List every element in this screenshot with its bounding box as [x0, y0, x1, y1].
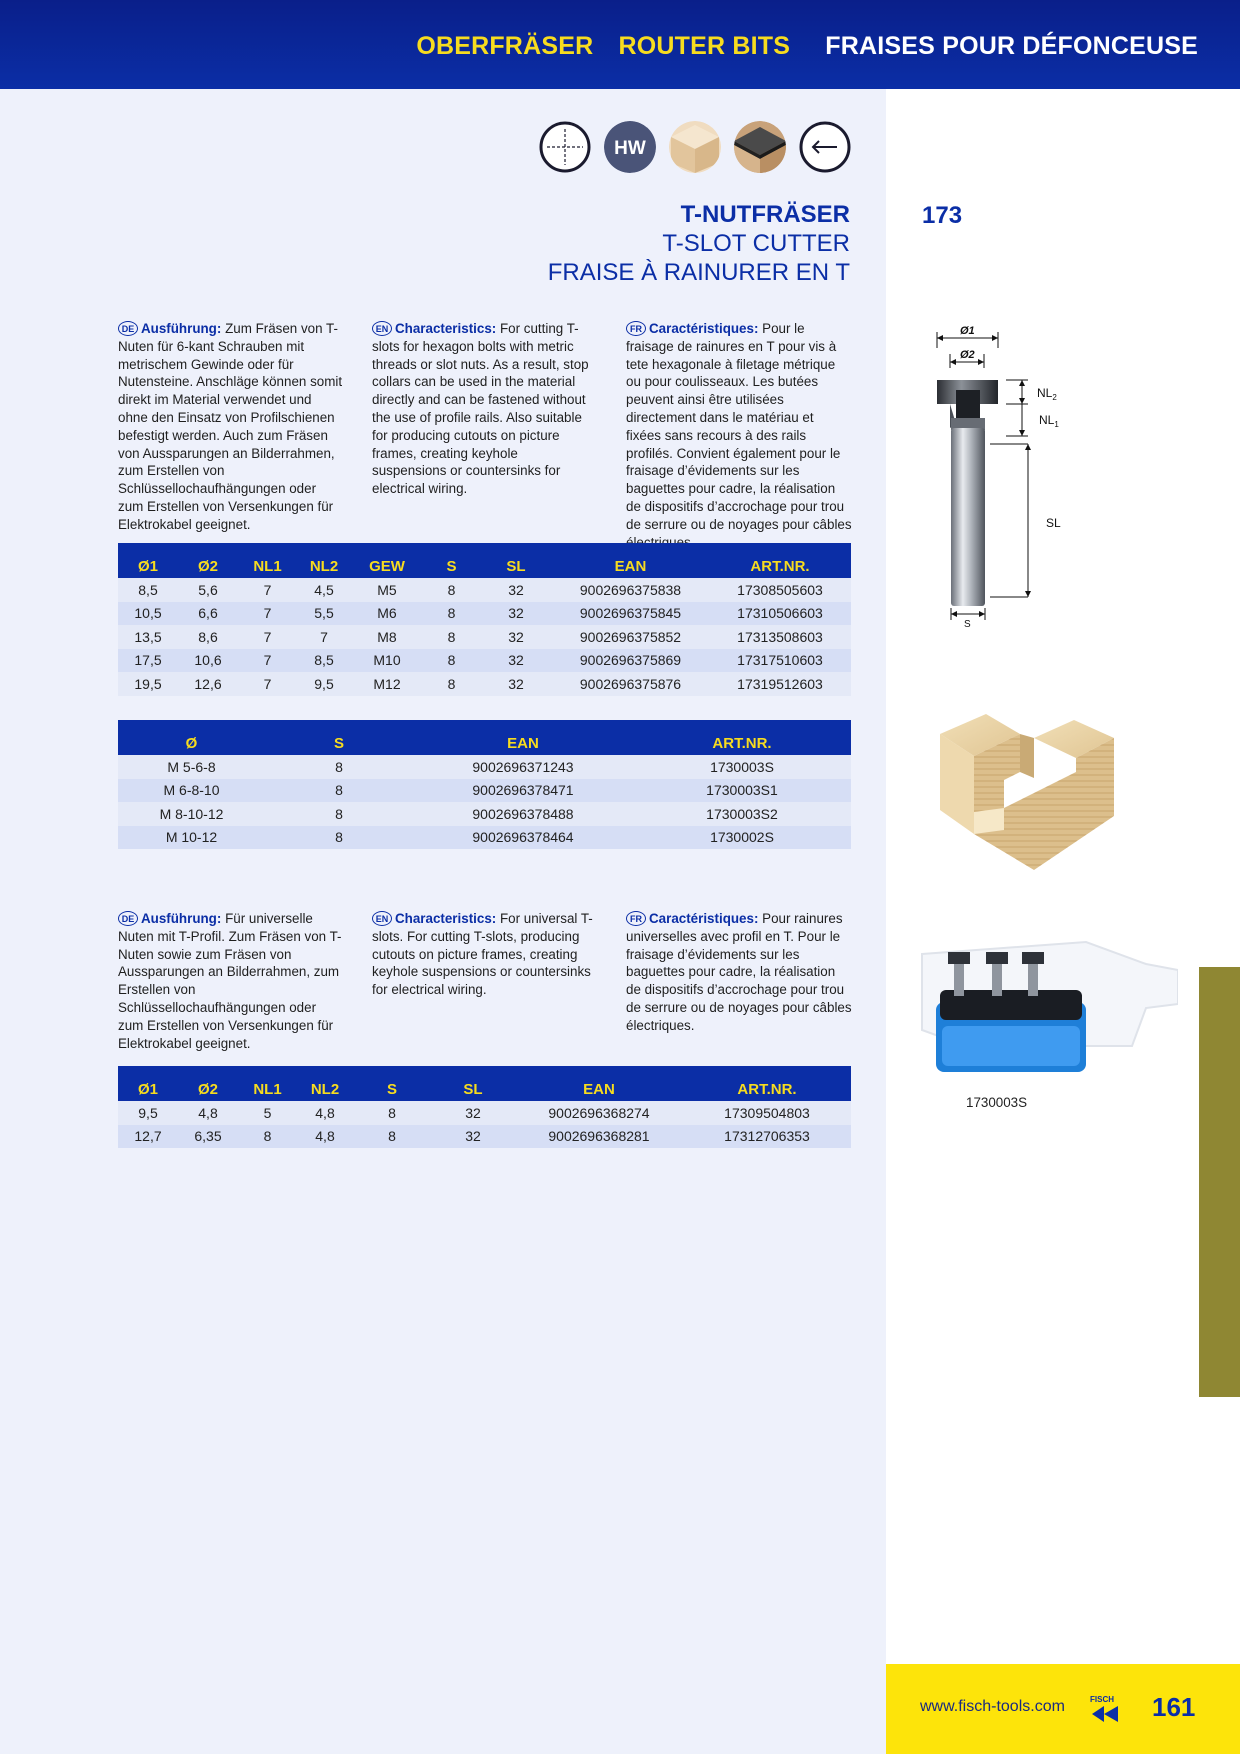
table-header: NL1 [238, 1066, 297, 1101]
product-number: 173 [922, 202, 963, 229]
table-header: EAN [552, 543, 709, 578]
table-header: ART.NR. [633, 720, 851, 755]
table-row [118, 649, 851, 673]
desc1-fr-label: Caractéristiques: [649, 321, 759, 336]
table-cell: 9,5 [297, 672, 351, 696]
cutter-dimension-diagram [920, 318, 1070, 628]
diagram-nl1-text: NL [1039, 413, 1055, 427]
product-title [548, 200, 850, 287]
table-cell: 9002696378471 [413, 779, 633, 803]
table-cell: 17317510603 [709, 649, 851, 673]
table-cell: 1730003S [633, 755, 851, 779]
table-cell: 8 [265, 779, 413, 803]
table-cell: 12,7 [118, 1125, 178, 1149]
table-header-row [118, 1066, 851, 1101]
desc1-de-label: Ausführung: [141, 321, 222, 336]
table-header: SL [431, 1066, 515, 1101]
table-cell: 6,6 [178, 602, 238, 626]
desc1-en-text: For cutting T-slots for hexagon bolts with metric threads or slot nuts. As a result, stop collars can be used in the material directly and can be fastened without the use of profile rails. Also suitable for producing cutouts on picture frames, creating keyhole suspensions or countersinks for electrical wiring. [372, 321, 589, 497]
diagram-nl1-sub: 1 [1054, 420, 1059, 429]
table-cell: 12,6 [178, 672, 238, 696]
table-header: S [353, 1066, 431, 1101]
header-title-fr: FRAISES POUR DÉFONCEUSE [825, 32, 1198, 60]
table-header: Ø1 [118, 1066, 178, 1101]
table-cell: 9002696378488 [413, 802, 633, 826]
table-cell: 8 [265, 826, 413, 850]
desc2-en [372, 910, 598, 999]
table-cell: 32 [480, 625, 552, 649]
table-cell: 1730003S1 [633, 779, 851, 803]
page-footer [886, 1664, 1240, 1754]
table-row [118, 1125, 851, 1149]
table-cell: 4,5 [297, 578, 351, 602]
footer-url[interactable]: www.fisch-tools.com [920, 1698, 1065, 1715]
desc1-de-text: Zum Fräsen von T-Nuten für 6-kant Schrauben mit metrischem Gewinde oder für Nutensteine. Anschläge können somit direkt im Material verwendet und ohne den Einsatz von Profilschienen befestigt werden. Auch zum Fräsen von Aussparungen an Bilderrahmen, zum Erstellen von Schlüssellochaufhängungen oder zum Erstellen von Versenkungen für Elektrokabel geeignet. [118, 321, 343, 532]
table-cell: 32 [480, 672, 552, 696]
spec-table-1 [118, 543, 851, 696]
table-cell: 7 [238, 602, 297, 626]
table-row [118, 826, 851, 850]
table-cell: 8,6 [178, 625, 238, 649]
table-cell: 7 [238, 578, 297, 602]
table-cell: M 6-8-10 [118, 779, 265, 803]
table-row [118, 625, 851, 649]
table-header: Ø2 [178, 1066, 238, 1101]
table-cell: M 8-10-12 [118, 802, 265, 826]
fisch-logo [1090, 1694, 1130, 1724]
table-cell: 8 [423, 649, 480, 673]
desc1-en-badge: EN [372, 321, 392, 336]
table-cell: 1730002S [633, 826, 851, 850]
header-titles [416, 32, 1198, 61]
table-cell: M6 [351, 602, 423, 626]
table-cell: 19,5 [118, 672, 178, 696]
table-cell: 13,5 [118, 625, 178, 649]
table-header: Ø [118, 720, 265, 755]
table-cell: 7 [238, 672, 297, 696]
table-cell: 8 [353, 1125, 431, 1149]
header-title-de: OBERFRÄSER [416, 32, 594, 60]
table-cell: M 5-6-8 [118, 755, 265, 779]
table-cell: 7 [238, 649, 297, 673]
table-header: Ø2 [178, 543, 238, 578]
table-cell: 17,5 [118, 649, 178, 673]
table-cell: 1730003S2 [633, 802, 851, 826]
table-header: EAN [413, 720, 633, 755]
page-header [0, 0, 1240, 89]
diagram-d1-label: Ø1 [960, 325, 975, 337]
table-cell: 8 [423, 672, 480, 696]
table-cell: 32 [431, 1125, 515, 1149]
table-cell: 10,5 [118, 602, 178, 626]
table-cell: 7 [297, 625, 351, 649]
table-header: SL [480, 543, 552, 578]
diagram-s-label: S [964, 619, 971, 628]
table-cell: 5,5 [297, 602, 351, 626]
product-title-de: T-NUTFRÄSER [680, 201, 850, 228]
softwood-icon [669, 121, 721, 173]
desc2-en-badge: EN [372, 911, 392, 926]
arrow-left-icon [799, 121, 851, 173]
table-cell: 9002696375876 [552, 672, 709, 696]
table-header: Ø1 [118, 543, 178, 578]
cutter-set-box-image [916, 934, 1178, 1084]
laminated-board-icon [734, 121, 786, 173]
spec-table-2 [118, 720, 851, 849]
table-cell: 5,6 [178, 578, 238, 602]
table-cell: 9002696375869 [552, 649, 709, 673]
table-header: NL1 [238, 543, 297, 578]
table-cell: 8,5 [297, 649, 351, 673]
diagram-sl-label: SL [1046, 516, 1061, 530]
hw-icon-label: HW [614, 138, 646, 159]
table-cell: 9,5 [118, 1101, 178, 1125]
table-cell: 9002696371243 [413, 755, 633, 779]
desc1-de [118, 320, 344, 534]
table-cell: 32 [480, 649, 552, 673]
page-number: 161 [1152, 1692, 1196, 1722]
desc2-de [118, 910, 344, 1052]
table-row [118, 578, 851, 602]
table-cell: 17309504803 [683, 1101, 851, 1125]
table-cell: 4,8 [297, 1125, 353, 1149]
table-cell: 10,6 [178, 649, 238, 673]
table-cell: 8,5 [118, 578, 178, 602]
table-cell: M8 [351, 625, 423, 649]
desc2-en-label: Characteristics: [395, 911, 497, 926]
table-cell: 7 [238, 625, 297, 649]
desc1-en [372, 320, 594, 498]
desc1-fr-badge: FR [626, 321, 646, 336]
desc2-de-label: Ausführung: [141, 911, 222, 926]
table-cell: 32 [480, 578, 552, 602]
table-cell: 8 [265, 755, 413, 779]
diagram-d2-label: Ø2 [960, 349, 975, 361]
table-cell: 8 [423, 602, 480, 626]
table-cell: M5 [351, 578, 423, 602]
desc2-de-text: Für universelle Nuten mit T-Profil. Zum Fräsen von T-Nuten sowie zum Fräsen von Aussparungen an Bilderrahmen, zum Erstellen von Schlüssellochaufhängungen oder zum Erstellen von Versenkungen für Elektrokabel geeignet. [118, 911, 342, 1051]
set-caption: 1730003S [966, 1095, 1028, 1110]
table-cell: 17308505603 [709, 578, 851, 602]
table-cell: 8 [238, 1125, 297, 1149]
desc1-en-label: Characteristics: [395, 321, 497, 336]
table-header-row [118, 543, 851, 578]
hw-icon [604, 121, 656, 173]
table-header-row [118, 720, 851, 755]
fisch-logo-text: FISCH [1090, 1695, 1114, 1704]
product-title-en: T-SLOT CUTTER [662, 230, 850, 257]
table-header: S [423, 543, 480, 578]
table-cell: 8 [265, 802, 413, 826]
diagram-nl1-label [1039, 413, 1059, 429]
table-row [118, 779, 851, 803]
table-header: NL2 [297, 543, 351, 578]
table-cell: 17312706353 [683, 1125, 851, 1149]
diagram-nl2-sub: 2 [1052, 393, 1057, 402]
product-title-fr: FRAISE À RAINURER EN T [547, 259, 850, 286]
desc2-fr-text: Pour rainures universelles avec profil en T. Pour le fraisage d’évidements sur les baguettes pour cadre, la réalisation de dispositifs d’accrochage pour trou de serrure ou de noyages pour câbles électriques. [626, 911, 852, 1033]
spec-table-3 [118, 1066, 851, 1148]
table-cell: 9002696375838 [552, 578, 709, 602]
desc2-en-text: For universal T-slots. For cutting T-slots, producing cutouts on picture frames, creating keyhole suspensions or countersinks for electrical wiring. [372, 911, 593, 998]
desc1-de-badge: DE [118, 321, 138, 336]
table-cell: 17313508603 [709, 625, 851, 649]
section-tab [1199, 967, 1240, 1397]
desc2-fr-badge: FR [626, 911, 646, 926]
table-row [118, 802, 851, 826]
header-title-en: ROUTER BITS [618, 32, 791, 60]
table-cell: 9002696368281 [515, 1125, 683, 1149]
table-cell: 32 [431, 1101, 515, 1125]
table-header: S [265, 720, 413, 755]
table-header: NL2 [297, 1066, 353, 1101]
diagram-nl2-text: NL [1037, 386, 1053, 400]
diagram-nl2-label [1037, 386, 1057, 402]
table-cell: 6,35 [178, 1125, 238, 1149]
table-row [118, 672, 851, 696]
wood-tslot-image [934, 712, 1120, 874]
table-cell: 17310506603 [709, 602, 851, 626]
table-row [118, 755, 851, 779]
table-cell: 8 [423, 625, 480, 649]
table-cell: 8 [353, 1101, 431, 1125]
desc2-de-badge: DE [118, 911, 138, 926]
table-cell: 4,8 [178, 1101, 238, 1125]
desc1-fr-text: Pour le fraisage de rainures en T pour vis à tete hexagonale à filetage métrique ou pour coulisseaux. Les butées peuvent ainsi être utilisées directement dans le matériau et fixées sans recours à des rails profilés. Convient également pour le fraisage d’évidements sur les baguettes pour cadre, la réalisation de dispositifs d’accrochage pour trou de serrure ou de noyages pour câbles [626, 321, 852, 532]
table-row [118, 602, 851, 626]
table-cell: M 10-12 [118, 826, 265, 850]
crosshair-icon [539, 121, 591, 173]
table-cell: 5 [238, 1101, 297, 1125]
desc2-fr [626, 910, 852, 1035]
table-cell: 9002696368274 [515, 1101, 683, 1125]
table-cell: 32 [480, 602, 552, 626]
table-cell: M10 [351, 649, 423, 673]
desc1-fr [626, 320, 852, 551]
table-cell: 9002696378464 [413, 826, 633, 850]
desc2-fr-label: Caractéristiques: [649, 911, 759, 926]
table-row [118, 1101, 851, 1125]
table-header: ART.NR. [683, 1066, 851, 1101]
table-cell: M12 [351, 672, 423, 696]
table-header: EAN [515, 1066, 683, 1101]
table-cell: 9002696375845 [552, 602, 709, 626]
table-header: GEW [351, 543, 423, 578]
table-cell: 9002696375852 [552, 625, 709, 649]
property-icons [539, 121, 851, 173]
table-cell: 8 [423, 578, 480, 602]
table-cell: 17319512603 [709, 672, 851, 696]
table-cell: 4,8 [297, 1101, 353, 1125]
table-header: ART.NR. [709, 543, 851, 578]
